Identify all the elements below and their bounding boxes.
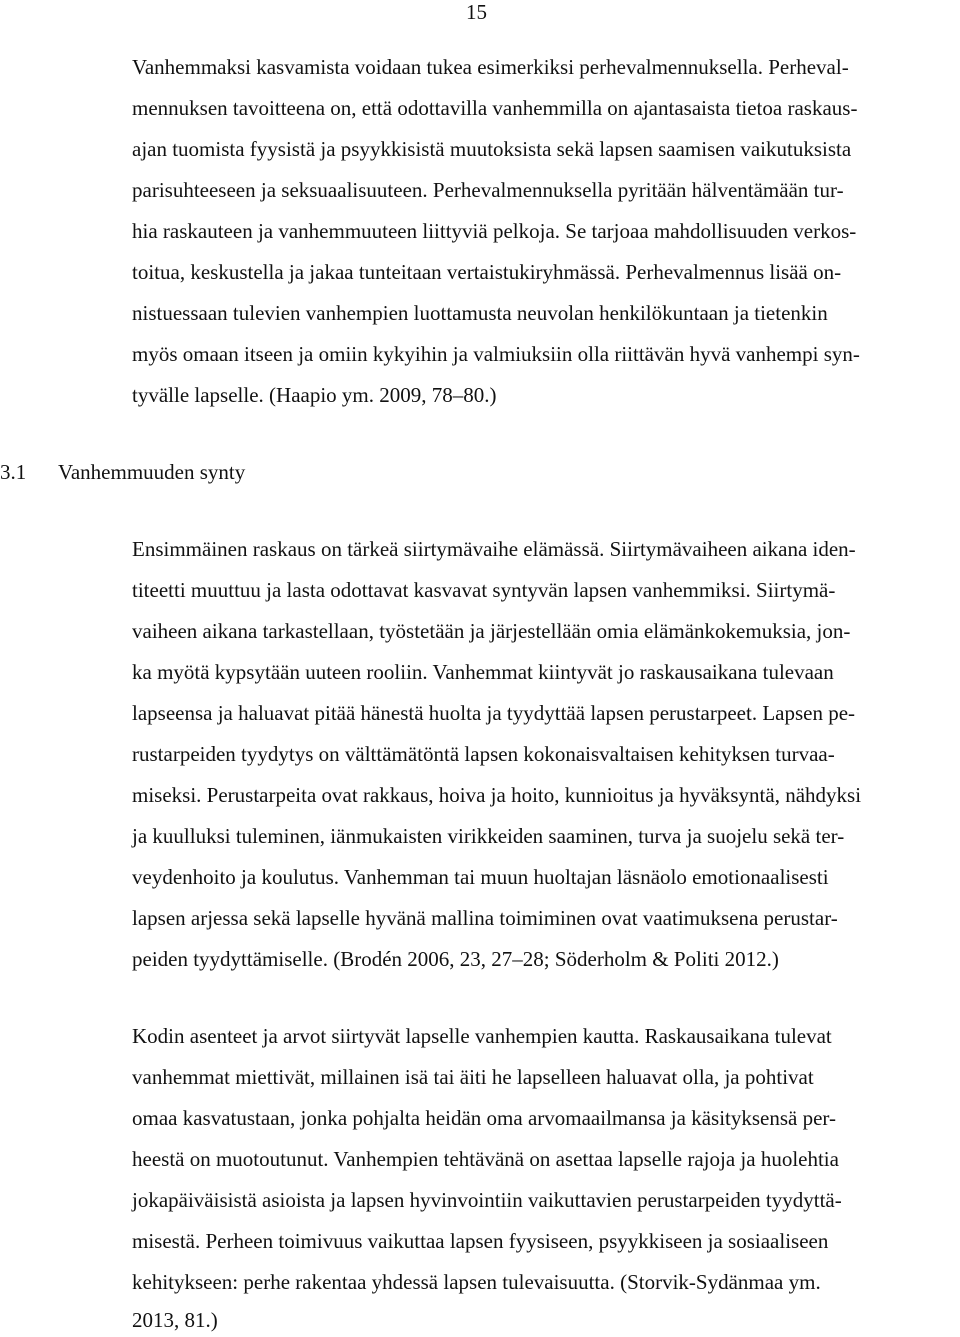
text-line: rustarpeiden tyydytys on välttämätöntä lapsen kokonaisvaltaisen kehityksen turvaa- — [132, 742, 835, 766]
text-line: omaa kasvatustaan, jonka pohjalta heidän oma arvomaailmansa ja käsityksensä per- — [132, 1106, 837, 1130]
text-line: jokapäiväisistä asioista ja lapsen hyvinvointiin vaikuttavien perustarpeiden tyydyttä- — [132, 1188, 842, 1212]
text-line: lapsen arjessa sekä lapselle hyvänä mallina toimiminen ovat vaatimuksena perustar- — [132, 906, 838, 930]
text-line: misestä. Perheen toimivuus vaikuttaa lapsen fyysiseen, psyykkiseen ja sosiaaliseen — [132, 1229, 829, 1253]
text-line: ka myötä kypsytään uuteen rooliin. Vanhemmat kiintyvät jo raskausaikana tulevaan — [132, 660, 834, 684]
text-line: hia raskauteen ja vanhemmuuteen liittyviä pelkoja. Se tarjoaa mahdollisuuden verkos- — [132, 219, 857, 243]
text-line: ajan tuomista fyysistä ja psyykkisistä muutoksista sekä lapsen saamisen vaikutuksista — [132, 137, 852, 161]
text-line: titeetti muuttuu ja lasta odottavat kasvavat syntyvän lapsen vanhemmiksi. Siirtymä- — [132, 578, 836, 602]
text-line: myös omaan itseen ja omiin kykyihin ja valmiuksiin olla riittävän hyvä vanhempi syn- — [132, 342, 860, 366]
text-line: Ensimmäinen raskaus on tärkeä siirtymävaihe elämässä. Siirtymävaiheen aikana iden- — [132, 537, 856, 561]
text-line: kehitykseen: perhe rakentaa yhdessä lapsen tulevaisuutta. (Storvik-Sydänmaa ym. — [132, 1270, 821, 1294]
section-heading — [0, 458, 245, 486]
text-line: peiden tyydyttämiselle. (Brodén 2006, 23, 27–28; Söderholm & Politi 2012.) — [132, 947, 779, 971]
text-line: tyvälle lapselle. (Haapio ym. 2009, 78–80.) — [132, 383, 497, 407]
text-line: lapseensa ja haluavat pitää hänestä huolta ja tyydyttää lapsen perustarpeet. Lapsen pe- — [132, 701, 856, 725]
text-line: nistuessaan tulevien vanhempien luottamusta neuvolan henkilökuntaan ja tietenkin — [132, 301, 828, 325]
section-number: 3.1 — [0, 460, 27, 484]
text-line: vanhemmat miettivät, millainen isä tai äiti he lapselleen haluavat olla, ja pohtivat — [132, 1065, 814, 1089]
text-line: Kodin asenteet ja arvot siirtyvät lapselle vanhempien kautta. Raskausaikana tulevat — [132, 1024, 832, 1048]
section-title: Vanhemmuuden synty — [58, 460, 246, 484]
text-line: mennuksen tavoitteena on, että odottavilla vanhemmilla on ajantasaista tietoa raskaus- — [132, 96, 858, 120]
text-line: vaiheen aikana tarkastellaan, työstetään ja järjestellään omia elämänkokemuksia, jon- — [132, 619, 851, 643]
text-line: miseksi. Perustarpeita ovat rakkaus, hoiva ja hoito, kunnioitus ja hyväksyntä, nähdyksi — [132, 783, 862, 807]
text-line: parisuhteeseen ja seksuaalisuuteen. Perhevalmennuksella pyritään hälventämään tur- — [132, 178, 844, 202]
text-line: ja kuulluksi tuleminen, iänmukaisten virikkeiden saaminen, turva ja suojelu sekä ter- — [132, 824, 845, 848]
text-line: Vanhemmaksi kasvamista voidaan tukea esimerkiksi perhevalmennuksella. Perheval- — [132, 55, 849, 79]
text-line: heestä on muotoutunut. Vanhempien tehtävänä on asettaa lapselle rajoja ja huolehtia — [132, 1147, 839, 1171]
text-line: toitua, keskustella ja jakaa tunteitaan vertaistukiryhmässä. Perhevalmennus lisää on- — [132, 260, 842, 284]
text-line: veydenhoito ja koulutus. Vanhemman tai muun huoltajan läsnäolo emotionaalisesti — [132, 865, 829, 889]
text-line: 2013, 81.) — [132, 1308, 218, 1332]
page-number: 15 — [466, 0, 487, 24]
